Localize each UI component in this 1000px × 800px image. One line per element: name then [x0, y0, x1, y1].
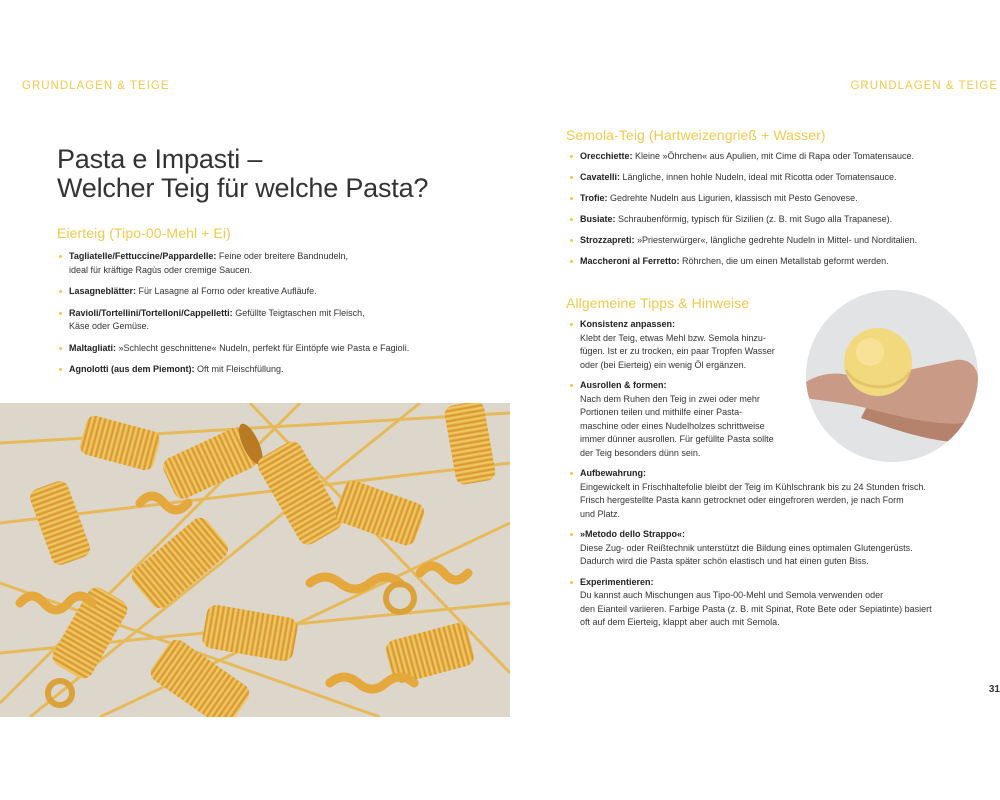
running-head-left: GRUNDLAGEN & TEIGE — [22, 80, 170, 92]
eierteig-heading: Eierteig (Tipo-00-Mehl + Ei) — [57, 225, 231, 241]
list-item: Maccheroni al Ferretto: Röhrchen, die um einen Metallstab geformt werden. — [568, 255, 988, 269]
list-item: Trofie: Gedrehte Nudeln aus Ligurien, klassisch mit Pesto Genovese. — [568, 192, 988, 206]
list-item: Konsistenz anpassen: Klebt der Teig, etwas Mehl bzw. Semola hinzu- fügen. Ist er zu trocken, ein paar Tropfen Wasser oder (bei Eierteig) ein wenig Öl ergänzen. — [568, 318, 805, 372]
eierteig-list — [57, 250, 497, 377]
running-head-right: GRUNDLAGEN & TEIGE — [850, 80, 998, 92]
page-title-line-1: Pasta e Impasti – — [57, 144, 263, 174]
list-item: Aufbewahrung: Eingewickelt in Frischhaltefolie bleibt der Teig im Kühlschrank bis zu 24 Stunden frisch. Frisch hergestellte Pasta kann getrocknet oder eingefroren werden, je nach Form und Platz. — [568, 467, 993, 521]
list-item: »Metodo dello Strappo«: Diese Zug- oder Reißtechnik unterstützt die Bildung eines optimalen Glutengerüsts. Dadurch wird die Pasta später schön elastisch und hat einen guten Biss. — [568, 528, 993, 569]
list-item: Ausrollen & formen: Nach dem Ruhen den Teig in zwei oder mehr Portionen teilen und mithilfe einer Pasta- maschine oder eines Nudelholzes schrittweise immer dünner ausrollen. Für gefüllte Pasta sollte der Teig besonders dünn sein. — [568, 379, 805, 460]
list-item: Ravioli/Tortellini/Tortelloni/Cappelletti: Gefüllte Teigtaschen mit Fleisch, Käse oder Gemüse. — [57, 307, 497, 334]
semola-list — [568, 150, 988, 269]
page-number: 31 — [988, 684, 1000, 695]
list-item: Busiate: Schraubenförmig, typisch für Sizilien (z. B. mit Sugo alla Trapanese). — [568, 213, 988, 227]
list-item: Experimentieren: Du kannst auch Mischungen aus Tipo-00-Mehl und Semola verwenden oder den Eianteil variieren. Farbige Pasta (z. B. mit Spinat, Rote Bete oder Sepiatinte) basiert oft auf dem Eierteig, klappt aber auch mit Semola. — [568, 576, 993, 630]
tipps-heading: Allgemeine Tipps & Hinweise — [566, 295, 750, 311]
page-title — [57, 145, 477, 203]
list-item: Maltagliati: »Schlecht geschnittene« Nudeln, perfekt für Eintöpfe wie Pasta e Fagioli. — [57, 342, 497, 356]
list-item: Lasagneblätter: Für Lasagne al Forno oder kreative Aufläufe. — [57, 285, 497, 299]
semola-heading: Semola-Teig (Hartweizengrieß + Wasser) — [566, 127, 826, 143]
list-item: Orecchiette: Kleine »Öhrchen« aus Apulien, mit Cime di Rapa oder Tomatensauce. — [568, 150, 988, 164]
list-item: Tagliatelle/Fettuccine/Pappardelle: Feine oder breitere Bandnudeln, ideal für kräftige Ragùs oder cremige Saucen. — [57, 250, 497, 277]
list-item: Strozzapreti: »Priesterwürger«, längliche gedrehte Nudeln in Mittel- und Norditalien. — [568, 234, 988, 248]
page-title-line-2: Welcher Teig für welche Pasta? — [57, 173, 429, 203]
list-item: Cavatelli: Längliche, innen hohle Nudeln, ideal mit Ricotta oder Tomatensauce. — [568, 171, 988, 185]
tipps-list — [568, 318, 993, 630]
list-item: Agnolotti (aus dem Piemont): Oft mit Fleischfüllung. — [57, 363, 497, 377]
pasta-photo — [0, 403, 510, 717]
